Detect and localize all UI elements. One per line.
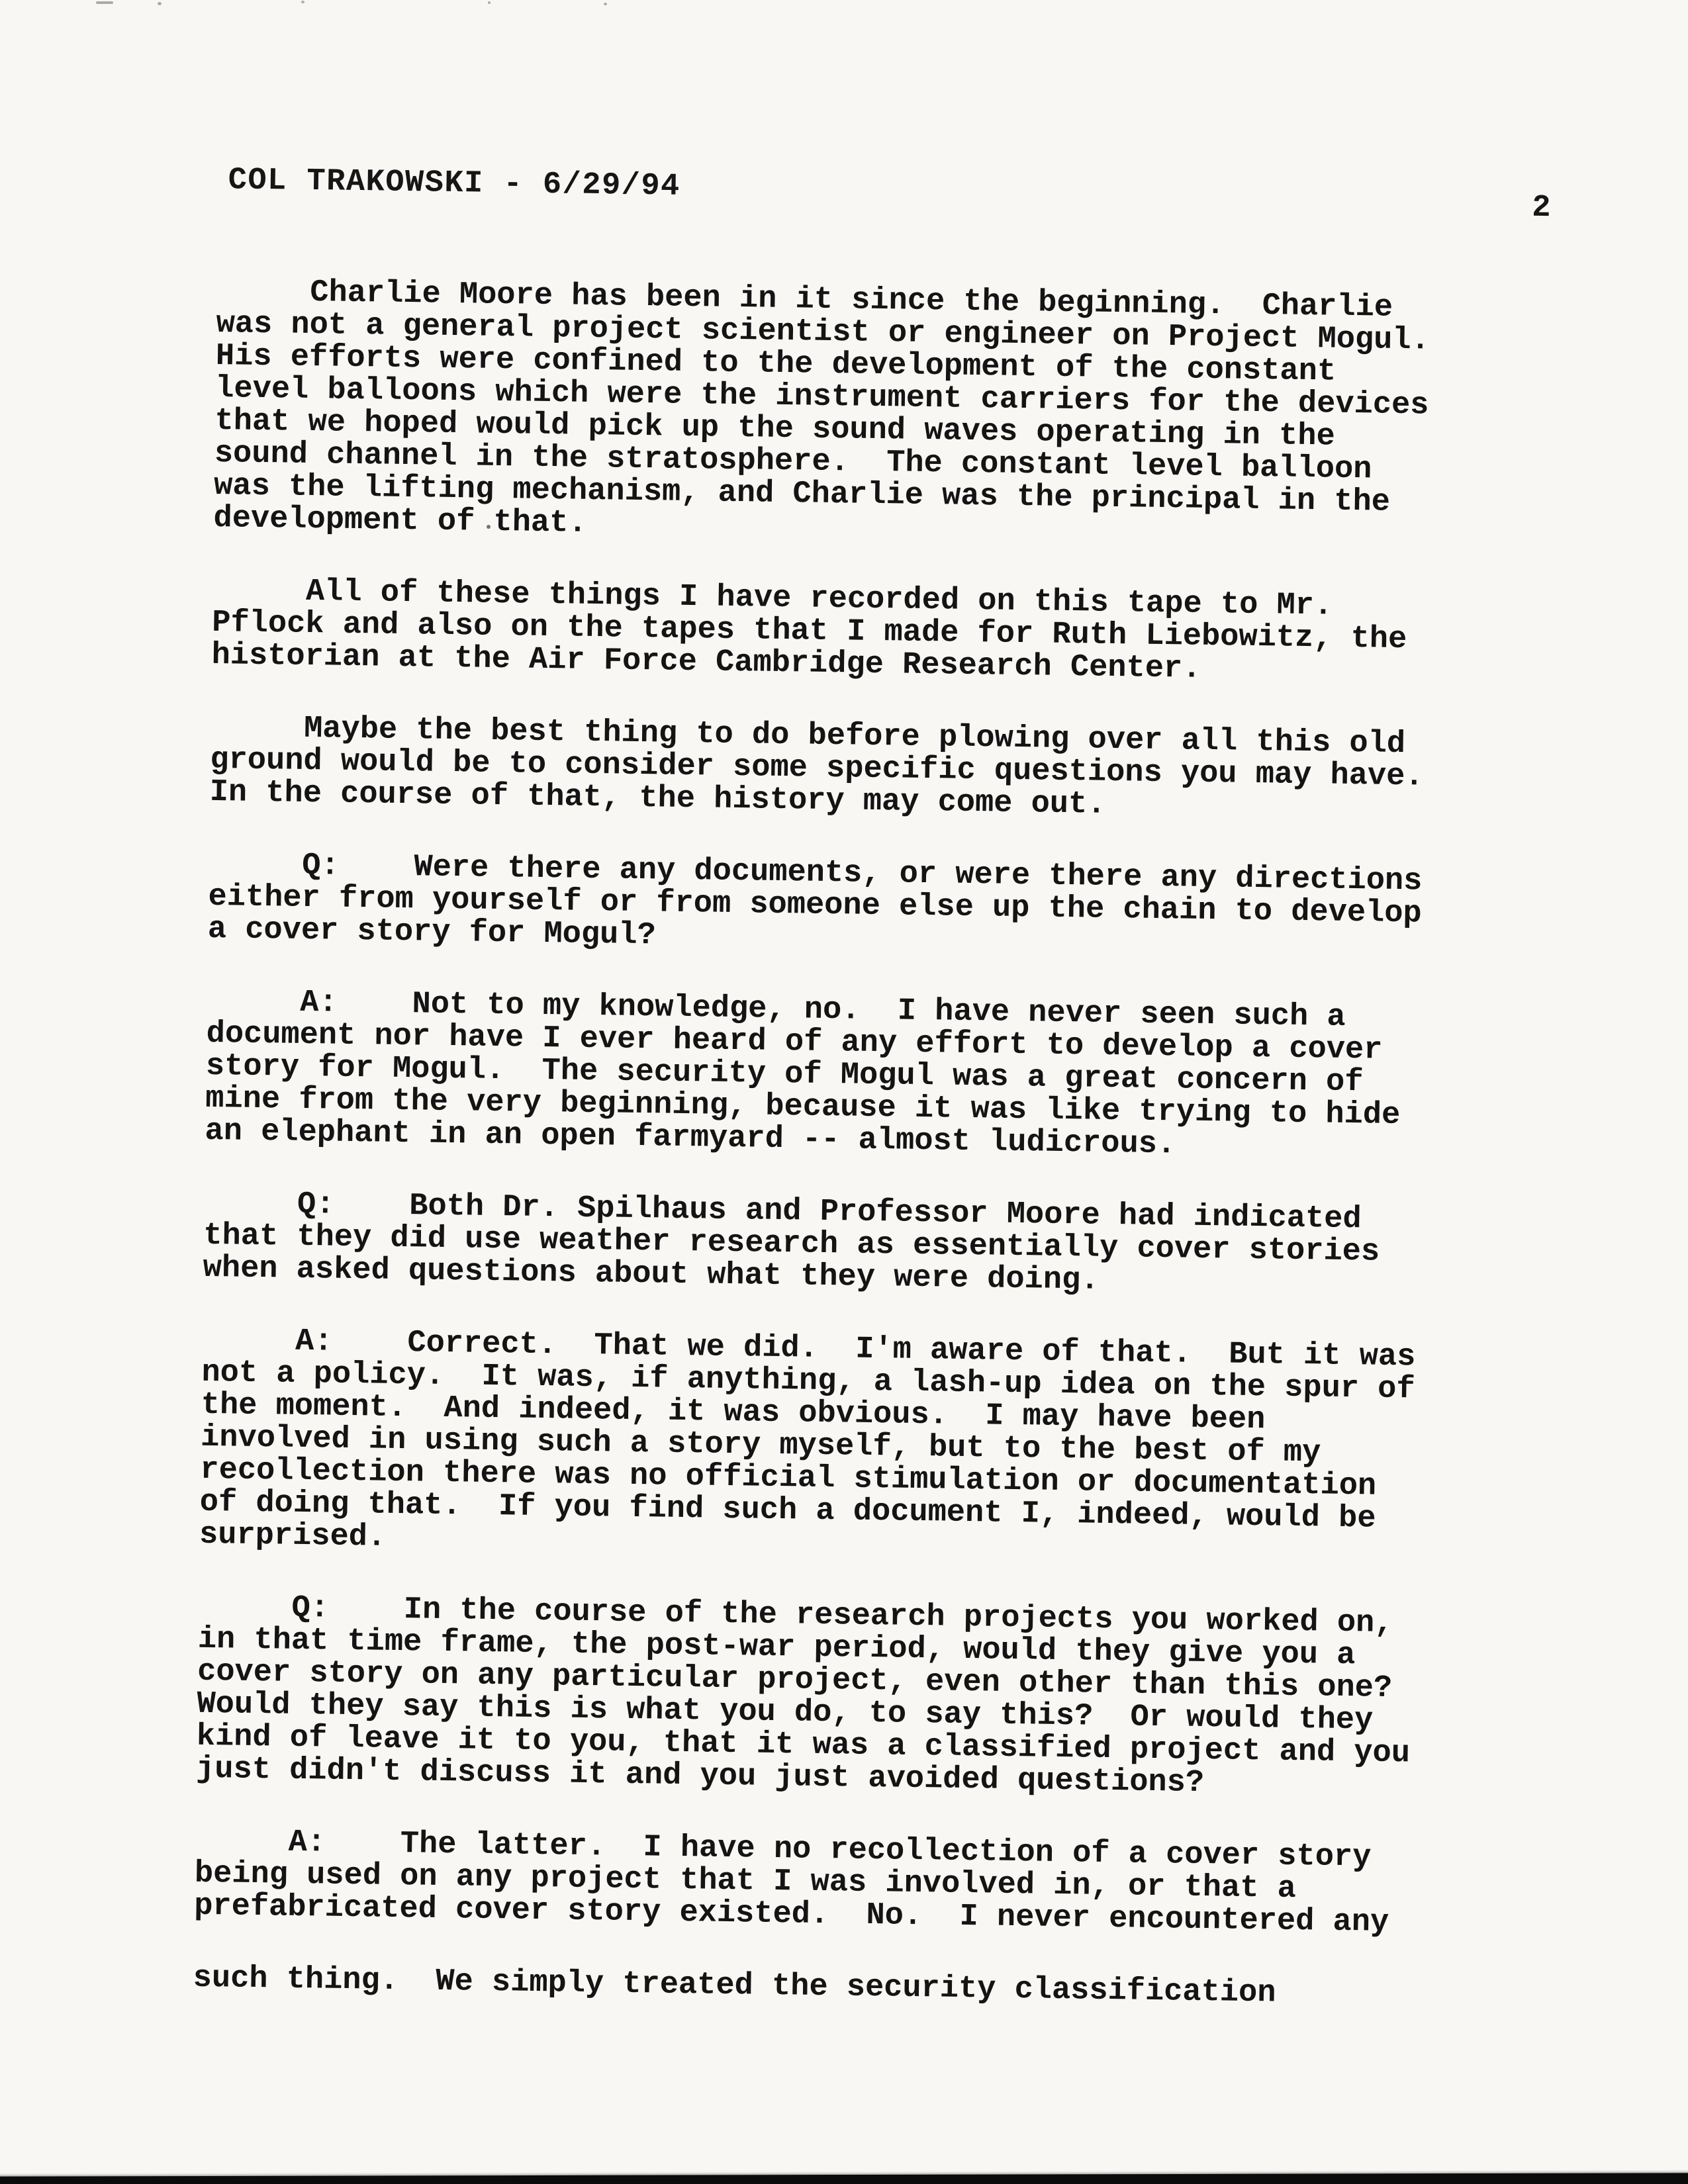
document-title: COL TRAKOWSKI - 6/29/94	[228, 163, 681, 205]
paragraph-maybe-best-thing: Maybe the best thing to do before plowing over all this old ground would be to consider some specific questions you may have. In the course of that, the history may come out.	[209, 709, 1424, 823]
question-research-projects: Q: In the course of the research projects you worked on, in that time frame, the post-war period, would they give you a cover story on any particular project, even other than this one? Would they say this is what you do, to say this? Or would they kind of leave it to you, that it was a classified project and you just didn't discuss it and you just avoided questions?	[195, 1589, 1411, 1801]
paragraph-recorded-tapes: All of these things I have recorded on this tape to Mr. Pflock and also on the tapes that I made for Ruth Liebowitz, the historian at the Air Force Cambridge Research Center.	[211, 572, 1407, 687]
answer-correct-not-policy: A: Correct. That we did. I'm aware of that. But it was not a policy. It was, if anything, a lash-up idea on the spur of the moment. And indeed, it was obvious. I may have been involved in using such a story myself, but to the best of my recollection there was no official stimulation or documentation of doing that. If you find such a document I, indeed, would be surprised.	[199, 1322, 1416, 1555]
question-spilhaus-moore: Q: Both Dr. Spilhaus and Professor Moore had indicated that they did use weather research as essentially cover stories when asked questions about what they were doing.	[203, 1185, 1380, 1298]
answer-not-to-my-knowledge: A: Not to my knowledge, no. I have never seen such a document nor have I ever heard of any effort to develop a cover story for Mogul. The security of Mogul was a great concern of mine from the very beginning, because it was like trying to hide an elephant in an open farmyard -- almost ludicrous.	[205, 983, 1401, 1163]
paragraph-charlie-moore: Charlie Moore has been in it since the beginning. Charlie was not a general project scientist or engineer on Project Mogul. His efforts were confined to the development of the constant level balloons which were the instrument carriers for the devices that we hoped would pick up the sound waves operating in the sound channel in the stratosphere. The constant level balloon was the lifting mechanism, and Charlie was the principal in the development of that.	[213, 273, 1430, 541]
scan-speck	[96, 1, 113, 4]
scan-speck	[604, 3, 607, 5]
scan-speck	[158, 2, 162, 5]
scan-speck	[488, 1, 491, 4]
document-header	[218, 163, 1621, 226]
scan-edge-artifact	[0, 2173, 1688, 2184]
question-documents-cover-story: Q: Were there any documents, or were there any directions either from yourself or from someone else up the chain to develop a cover story for Mogul?	[207, 846, 1423, 954]
document-content	[193, 164, 1622, 2054]
scan-speck	[301, 1, 305, 3]
answer-the-latter-continued: such thing. We simply treated the security classification	[193, 1960, 1276, 2011]
answer-the-latter: A: The latter. I have no recollection of a cover story being used on any project that I was involved in, or that a prefabricated cover story existed. No. I never encountered any	[193, 1823, 1389, 1940]
page-number: 2	[1531, 190, 1551, 226]
